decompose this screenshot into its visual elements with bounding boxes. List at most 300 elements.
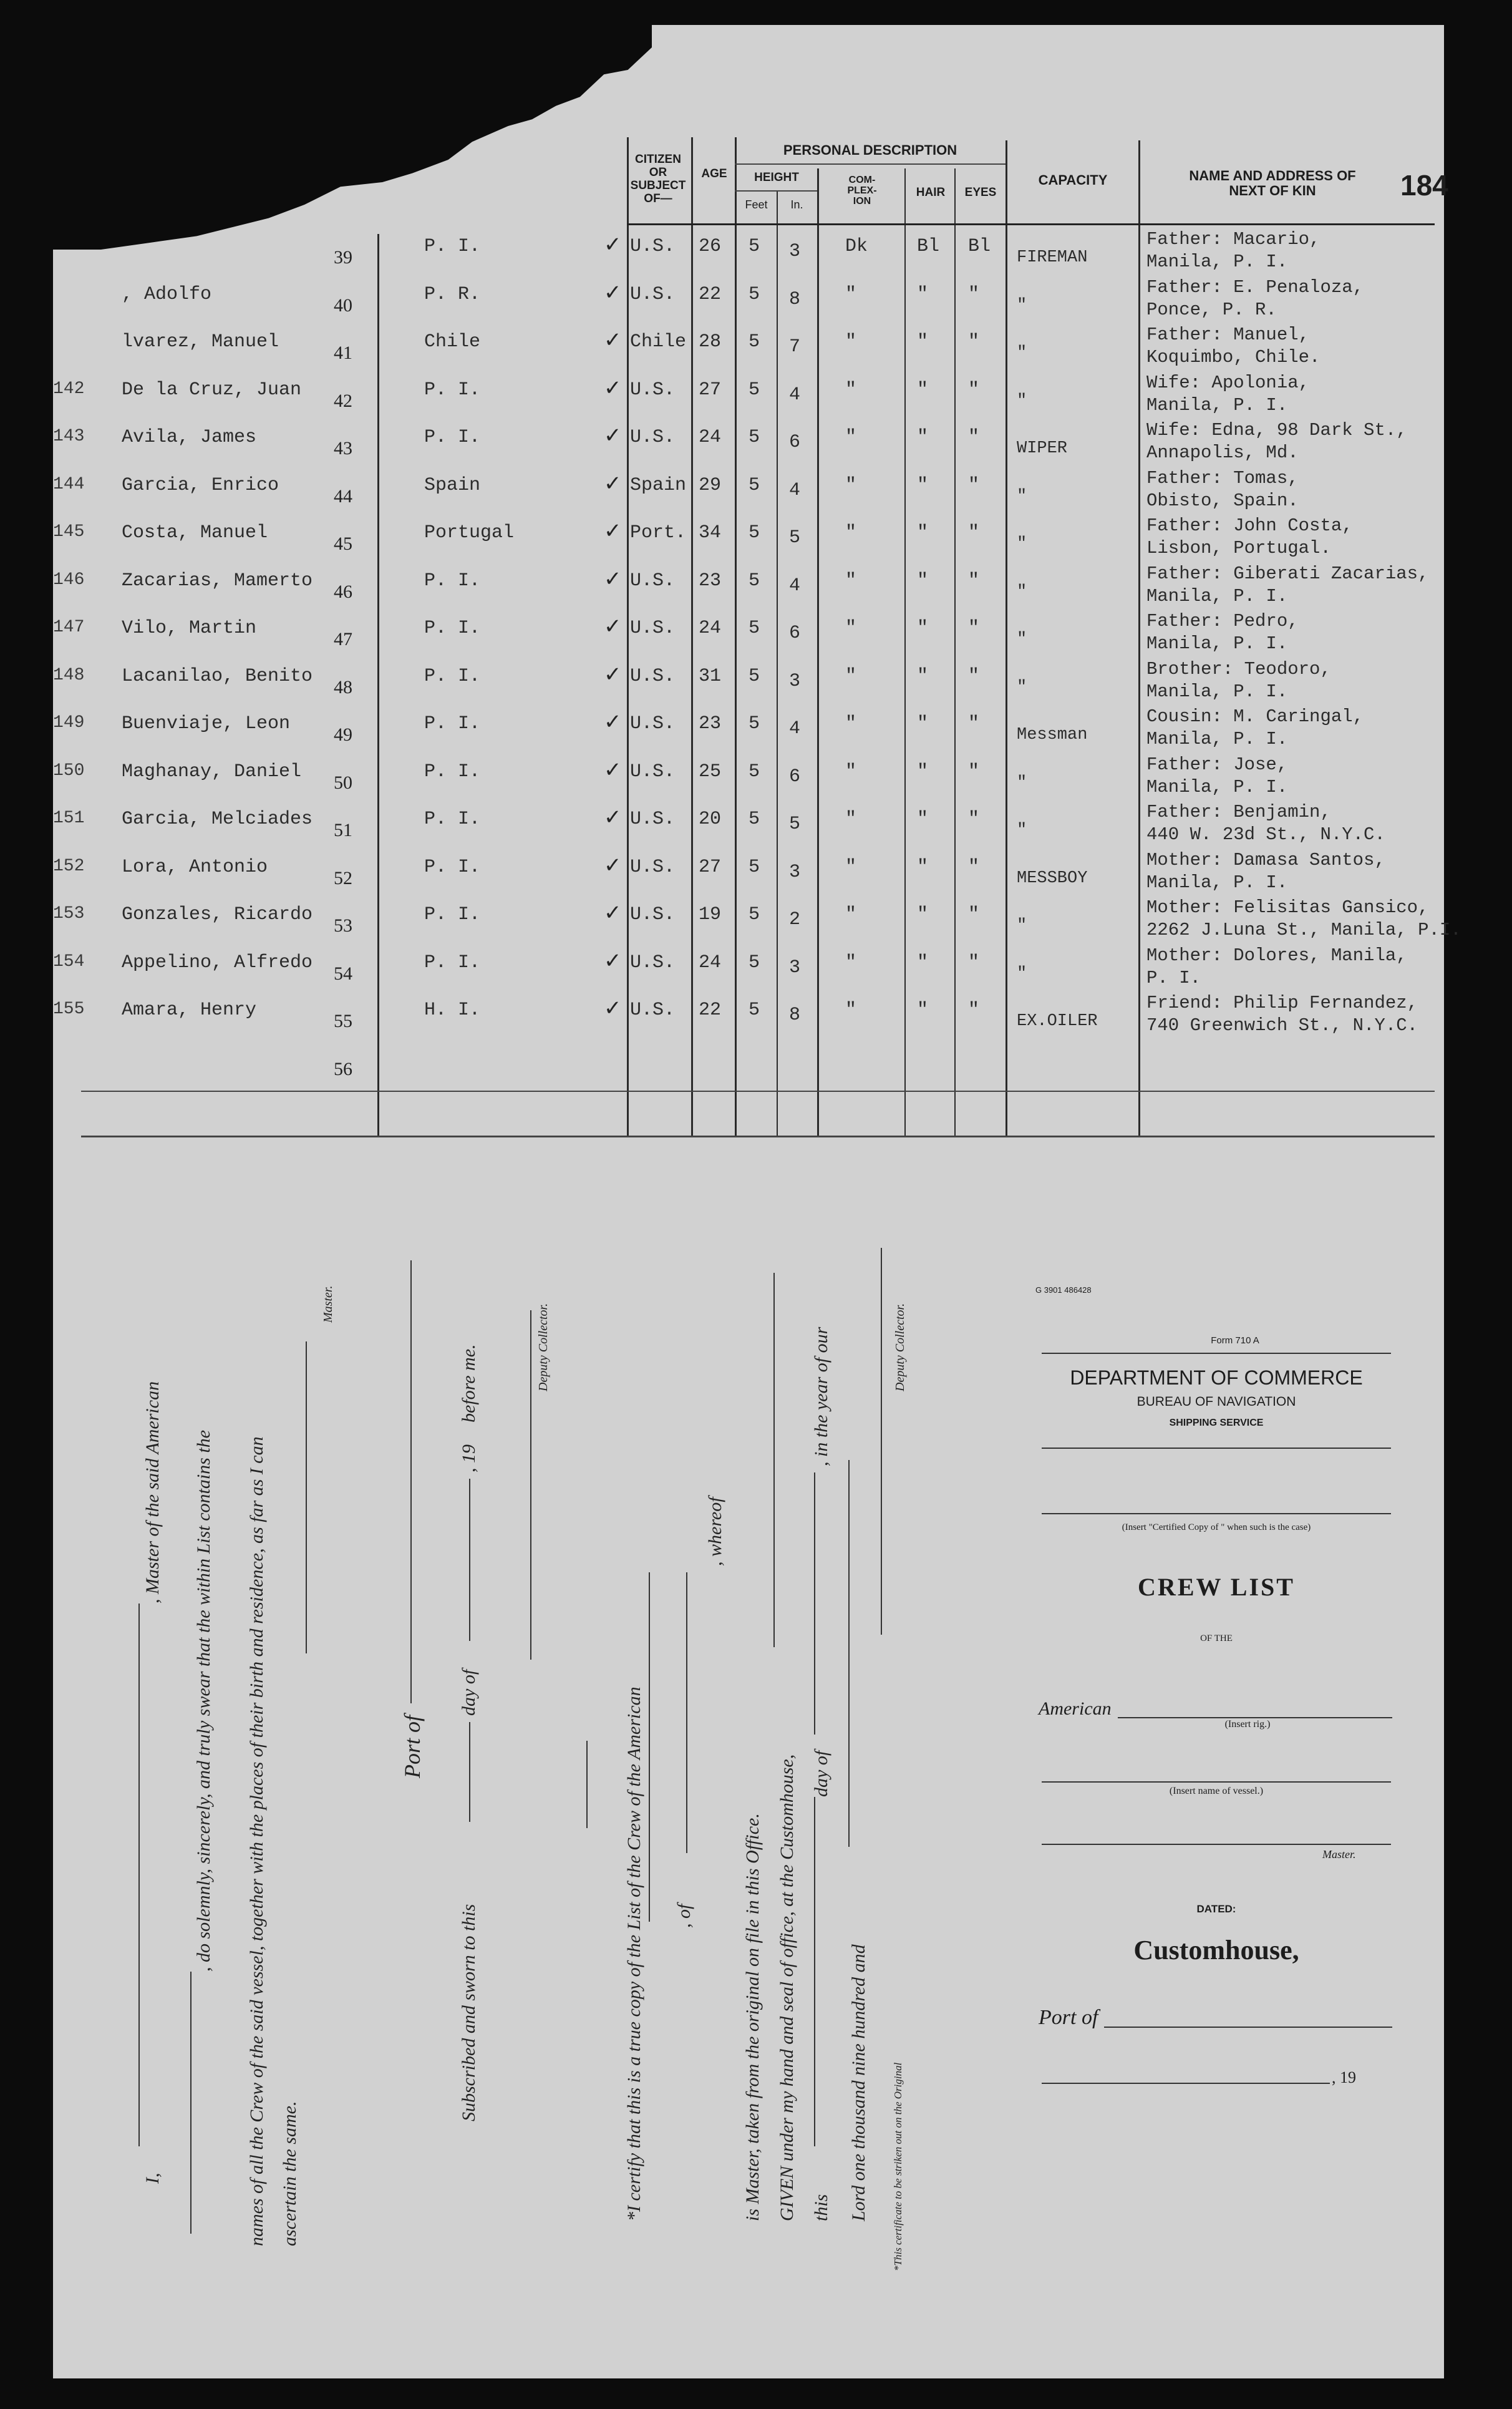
age: 23 [699,713,722,734]
american-label: American [1039,1698,1112,1719]
next-of-kin-line1: Father: Macario, [1146,229,1321,250]
of-the: OF THE [1200,1633,1233,1643]
row-index: 151 [53,809,85,828]
capacity: " [1017,678,1027,697]
next-of-kin-line2: 2262 J.Luna St., Manila, P.I. [1146,920,1461,940]
row-index: 150 [53,761,85,781]
hair-color: " [917,331,929,353]
oath-line1: , Master of the said American [142,1381,163,1604]
check-mark: ✓ [604,711,622,734]
check-mark: ✓ [604,997,622,1020]
oath-deputy-collector: Deputy Collector. [536,1303,550,1391]
row-index: 147 [53,618,85,637]
hair-color: " [917,666,929,687]
check-mark: ✓ [604,472,622,495]
height-inches: 7 [789,336,801,358]
row-index: 146 [53,570,85,590]
crew-name: Maghanay, Daniel [122,761,302,782]
hair-color: " [917,427,929,448]
birthplace: H. I. [424,1000,481,1021]
check-mark: ✓ [604,759,622,782]
oath-day-of: day of [458,1669,479,1716]
height-inches: 2 [789,909,801,930]
check-mark: ✓ [604,950,622,973]
hair-color: " [917,618,929,639]
height-inches: 3 [789,957,801,978]
line-number: 39 [334,247,352,268]
capacity: " [1017,917,1027,935]
master-label-cover: Master. [1322,1848,1356,1861]
certify-deputy-collector: Deputy Collector. [893,1303,907,1391]
next-of-kin-line2: Koquimbo, Chile. [1146,347,1321,367]
crew-name: Lora, Antonio [122,857,268,878]
line-number: 42 [334,391,352,411]
certify-day-of: day of [811,1750,831,1797]
height-inches: 4 [789,384,801,406]
citizenship: Chile [630,331,687,353]
check-mark: ✓ [604,233,622,256]
capacity: EX.OILER [1017,1012,1098,1031]
customhouse-label: Customhouse, [1133,1935,1299,1965]
certify-this: this [811,2194,831,2221]
oath-line2: , do solemnly, sincerely, and truly swear that the within List contains the [193,1429,214,1972]
crew-name: Garcia, Enrico [122,475,279,496]
complexion: " [845,427,857,448]
birthplace: P. I. [424,618,481,639]
hair-color: " [917,904,929,925]
age: 25 [699,761,722,782]
age: 28 [699,331,722,353]
hair-color: " [917,809,929,830]
check-mark: ✓ [604,568,622,591]
check-mark: ✓ [604,520,622,543]
capacity: " [1017,630,1027,649]
hair-color: " [917,284,929,305]
line-number: 53 [334,915,352,936]
height-feet: 5 [749,570,760,591]
capacity: " [1017,965,1027,983]
line-number: 43 [334,438,352,459]
bureau-title: BUREAU OF NAVIGATION [1136,1394,1296,1409]
height-feet: 5 [749,475,760,496]
eye-color: " [968,475,980,496]
height-inches: 8 [789,1005,801,1026]
next-of-kin-line2: Manila, P. I. [1146,251,1288,272]
height-inches: 3 [789,862,801,883]
height-inches: 8 [789,289,801,310]
birthplace: P. I. [424,427,481,448]
capacity: FIREMAN [1017,248,1088,267]
print-code: G 3901 486428 [1035,1285,1092,1295]
complexion: " [845,379,857,401]
crew-name: lvarez, Manuel [122,331,279,353]
line-number: 41 [334,343,352,363]
page-number: 184 [1400,169,1448,202]
age: 29 [699,475,722,496]
citizenship: U.S. [630,904,676,925]
hair-color: " [917,713,929,734]
height-feet: 5 [749,618,760,639]
check-mark: ✓ [604,377,622,400]
birthplace: P. R. [424,284,481,305]
hair-color: Bl [917,236,940,257]
next-of-kin-line2: Manila, P. I. [1146,729,1288,749]
header-age: AGE [701,167,727,180]
line-number: 54 [334,963,352,984]
complexion: " [845,904,857,925]
eye-color: " [968,618,980,639]
next-of-kin-line2: Ponce, P. R. [1146,299,1277,320]
crew-name: De la Cruz, Juan [122,379,302,401]
header-next-of-kin: NAME AND ADDRESS OF NEXT OF KIN [1189,168,1356,198]
line-number: 55 [334,1011,352,1031]
hair-color: " [917,570,929,591]
line-number: 49 [334,724,352,745]
citizenship: U.S. [630,427,676,448]
height-feet: 5 [749,761,760,782]
eye-color: " [968,952,980,973]
next-of-kin-line2: Manila, P. I. [1146,777,1288,797]
line-number: 51 [334,820,352,840]
dated-label: DATED: [1196,1903,1236,1915]
next-of-kin-line2: Obisto, Spain. [1146,490,1299,511]
eye-color: " [968,904,980,925]
eye-color: " [968,427,980,448]
birthplace: Chile [424,331,481,353]
line-number: 50 [334,772,352,793]
crew-name: Garcia, Melciades [122,809,313,830]
crew-name: Amara, Henry [122,1000,257,1021]
row-index: 155 [53,1000,85,1019]
eye-color: " [968,713,980,734]
birthplace: P. I. [424,666,481,687]
certify-whereof: , whereof [705,1497,725,1566]
line-number: 45 [334,533,352,554]
master-label: Master. [321,1285,335,1323]
capacity: " [1017,535,1027,553]
certify-year-of-our: , in the year of our [811,1326,831,1466]
eye-color: " [968,331,980,353]
age: 27 [699,857,722,878]
age: 19 [699,904,722,925]
next-of-kin-line1: Father: John Costa, [1146,515,1353,536]
citizenship: U.S. [630,379,676,401]
header-capacity: CAPACITY [1038,172,1108,188]
next-of-kin-line1: Friend: Philip Fernandez, [1146,993,1418,1013]
next-of-kin-line1: Mother: Damasa Santos, [1146,850,1385,870]
birthplace: P. I. [424,379,481,401]
eye-color: " [968,522,980,543]
next-of-kin-line2: Manila, P. I. [1146,872,1288,893]
oath-year19: , 19 [458,1444,479,1472]
hair-color: " [917,475,929,496]
row-index: 149 [53,713,85,732]
hair-color: " [917,1000,929,1021]
capacity: " [1017,487,1027,506]
citizenship: Port. [630,522,687,543]
next-of-kin-line2: 440 W. 23d St., N.Y.C. [1146,824,1385,845]
height-inches: 5 [789,527,801,548]
row-index: 145 [53,522,85,542]
certify-of: , of [674,1904,694,1928]
eye-color: " [968,857,980,878]
hair-color: " [917,379,929,401]
birthplace: P. I. [424,809,481,830]
year-19-cover: , 19 [1332,2068,1356,2086]
birthplace: P. I. [424,761,481,782]
line-number: 46 [334,582,352,602]
line-number: 52 [334,868,352,888]
citizenship: U.S. [630,666,676,687]
department-title: DEPARTMENT OF COMMERCE [1070,1366,1363,1389]
check-mark: ✓ [604,663,622,686]
service-title: SHIPPING SERVICE [1169,1418,1264,1428]
height-feet: 5 [749,809,760,830]
eye-color: " [968,761,980,782]
check-mark: ✓ [604,329,622,352]
birthplace: P. I. [424,952,481,973]
next-of-kin-line2: P. I. [1146,968,1201,988]
birthplace: P. I. [424,236,481,257]
certify-line6: Lord one thousand nine hundred and [848,1944,869,2221]
citizenship: U.S. [630,761,676,782]
complexion: " [845,284,857,305]
row-index: 148 [53,666,85,685]
next-of-kin-line1: Brother: Teodoro, [1146,659,1331,679]
height-inches: 5 [789,814,801,835]
height-inches: 6 [789,766,801,787]
complexion: " [845,713,857,734]
complexion: " [845,522,857,543]
next-of-kin-line1: Mother: Dolores, Manila, [1146,945,1407,966]
complexion: " [845,761,857,782]
eye-color: " [968,1000,980,1021]
birthplace: P. I. [424,570,481,591]
crew-name: Vilo, Martin [122,618,257,639]
complexion: " [845,666,857,687]
next-of-kin-line1: Father: Manuel, [1146,324,1310,345]
port-of-label: Port of [1039,2006,1098,2029]
age: 24 [699,952,722,973]
insert-vessel: (Insert name of vessel.) [1169,1786,1264,1796]
row-index: 143 [53,427,85,446]
capacity: " [1017,296,1027,315]
crew-name: , Adolfo [122,284,212,305]
hair-color: " [917,952,929,973]
height-inches: 4 [789,480,801,501]
height-inches: 3 [789,241,801,262]
capacity: Messman [1017,726,1088,744]
capacity: " [1017,774,1027,792]
next-of-kin-line1: Father: Jose, [1146,754,1288,775]
complexion: " [845,570,857,591]
oath-subscribed: Subscribed and sworn to this [458,1904,479,2121]
header-hair: HAIR [916,186,946,199]
header-personal-description: PERSONAL DESCRIPTION [783,142,957,158]
capacity: " [1017,583,1027,601]
line-number: 56 [334,1059,352,1079]
capacity: " [1017,344,1027,363]
oath-line3: names of all the Crew of the said vessel, together with the places of their birth and residence, as far as I can [246,1436,267,2246]
age: 24 [699,427,722,448]
capacity: " [1017,821,1027,840]
complexion: " [845,618,857,639]
next-of-kin-line2: 740 Greenwich St., N.Y.C. [1146,1015,1418,1036]
height-feet: 5 [749,522,760,543]
height-inches: 6 [789,623,801,644]
check-mark: ✓ [604,806,622,829]
next-of-kin-line1: Father: Tomas, [1146,468,1299,489]
form-number: Form 710 A [1211,1335,1259,1346]
capacity: " [1017,392,1027,411]
citizenship: U.S. [630,284,676,305]
birthplace: P. I. [424,857,481,878]
crew-name: Lacanilao, Benito [122,666,313,687]
height-feet: 5 [749,236,760,257]
hair-color: " [917,761,929,782]
next-of-kin-line1: Cousin: M. Caringal, [1146,706,1364,727]
height-feet: 5 [749,427,760,448]
header-inches: In. [790,198,803,211]
height-inches: 4 [789,718,801,739]
certify-line1: *I certify that this is a true copy of the List of the Crew of the American [624,1686,644,2221]
check-mark: ✓ [604,854,622,877]
height-feet: 5 [749,952,760,973]
citizenship: U.S. [630,809,676,830]
crew-list-title: CREW LIST [1138,1573,1295,1601]
citizenship: U.S. [630,236,676,257]
complexion: Dk [845,236,868,257]
birthplace: P. I. [424,713,481,734]
oath-i: I, [142,2173,163,2184]
next-of-kin-line2: Lisbon, Portugal. [1146,538,1331,558]
height-feet: 5 [749,1000,760,1021]
eye-color: " [968,379,980,401]
birthplace: Spain [424,475,481,496]
header-citizen: CITIZEN OR SUBJECT OF— [630,153,686,205]
next-of-kin-line1: Father: Giberati Zacarias, [1146,563,1429,584]
age: 34 [699,522,722,543]
next-of-kin-line2: Annapolis, Md. [1146,442,1299,463]
next-of-kin-line2: Manila, P. I. [1146,395,1288,416]
citizenship: U.S. [630,952,676,973]
age: 26 [699,236,722,257]
crew-name: Zacarias, Mamerto [122,570,313,591]
row-index: 152 [53,857,85,876]
height-feet: 5 [749,666,760,687]
citizenship: U.S. [630,570,676,591]
height-feet: 5 [749,713,760,734]
oath-port-of: Port of [400,1715,425,1778]
height-feet: 5 [749,904,760,925]
birthplace: P. I. [424,904,481,925]
hair-color: " [917,522,929,543]
crew-name: Avila, James [122,427,257,448]
next-of-kin-line2: Manila, P. I. [1146,681,1288,702]
height-feet: 5 [749,331,760,353]
certify-footnote: *This certificate to be striken out on the Original [892,2062,904,2271]
complexion: " [845,857,857,878]
row-index: 153 [53,904,85,923]
eye-color: Bl [968,236,991,257]
age: 22 [699,284,722,305]
eye-color: " [968,809,980,830]
header-eyes: EYES [964,186,997,199]
capacity: MESSBOY [1017,869,1088,888]
height-inches: 3 [789,671,801,692]
next-of-kin-line1: Mother: Felisitas Gansico, [1146,897,1429,918]
complexion: " [845,475,857,496]
certify-line4: GIVEN under my hand and seal of office, at the Customhouse, [777,1754,797,2221]
eye-color: " [968,666,980,687]
check-mark: ✓ [604,424,622,447]
line-number: 48 [334,677,352,698]
age: 31 [699,666,722,687]
oath-line4: ascertain the same. [279,2101,300,2246]
age: 22 [699,1000,722,1021]
line-number: 40 [334,295,352,316]
birthplace: Portugal [424,522,515,543]
header-height: HEIGHT [754,171,799,184]
citizenship: Spain [630,475,687,496]
insert-certified-note: (Insert "Certified Copy of " when such is the case) [1122,1522,1311,1532]
height-feet: 5 [749,284,760,305]
crew-name: Appelino, Alfredo [122,952,313,973]
next-of-kin-line1: Wife: Apolonia, [1146,372,1310,393]
height-inches: 4 [789,575,801,596]
row-index: 154 [53,952,85,971]
age: 24 [699,618,722,639]
eye-color: " [968,570,980,591]
oath-before-me: before me. [458,1344,479,1423]
eye-color: " [968,284,980,305]
insert-rig: (Insert rig.) [1224,1719,1271,1730]
header-feet: Feet [745,198,768,211]
certify-line3: is Master, taken from the original on file in this Office. [742,1813,763,2221]
citizenship: U.S. [630,618,676,639]
citizenship: U.S. [630,857,676,878]
crew-name: Costa, Manuel [122,522,268,543]
next-of-kin-line1: Wife: Edna, 98 Dark St., [1146,420,1407,440]
height-feet: 5 [749,857,760,878]
next-of-kin-line1: Father: Benjamin, [1146,802,1331,822]
row-index: 142 [53,379,85,399]
hair-color: " [917,857,929,878]
header-complexion: COM- PLEX- ION [847,175,877,207]
complexion: " [845,1000,857,1021]
age: 20 [699,809,722,830]
age: 27 [699,379,722,401]
next-of-kin-line2: Manila, P. I. [1146,633,1288,654]
line-number: 47 [334,629,352,650]
row-index: 144 [53,475,85,494]
check-mark: ✓ [604,902,622,925]
crew-name: Buenviaje, Leon [122,713,291,734]
next-of-kin-line2: Manila, P. I. [1146,586,1288,606]
age: 23 [699,570,722,591]
check-mark: ✓ [604,615,622,638]
height-feet: 5 [749,379,760,401]
check-mark: ✓ [604,281,622,304]
complexion: " [845,952,857,973]
citizenship: U.S. [630,713,676,734]
next-of-kin-line1: Father: Pedro, [1146,611,1299,631]
line-number: 44 [334,486,352,507]
complexion: " [845,809,857,830]
height-inches: 6 [789,432,801,453]
next-of-kin-line1: Father: E. Penaloza, [1146,277,1364,298]
complexion: " [845,331,857,353]
